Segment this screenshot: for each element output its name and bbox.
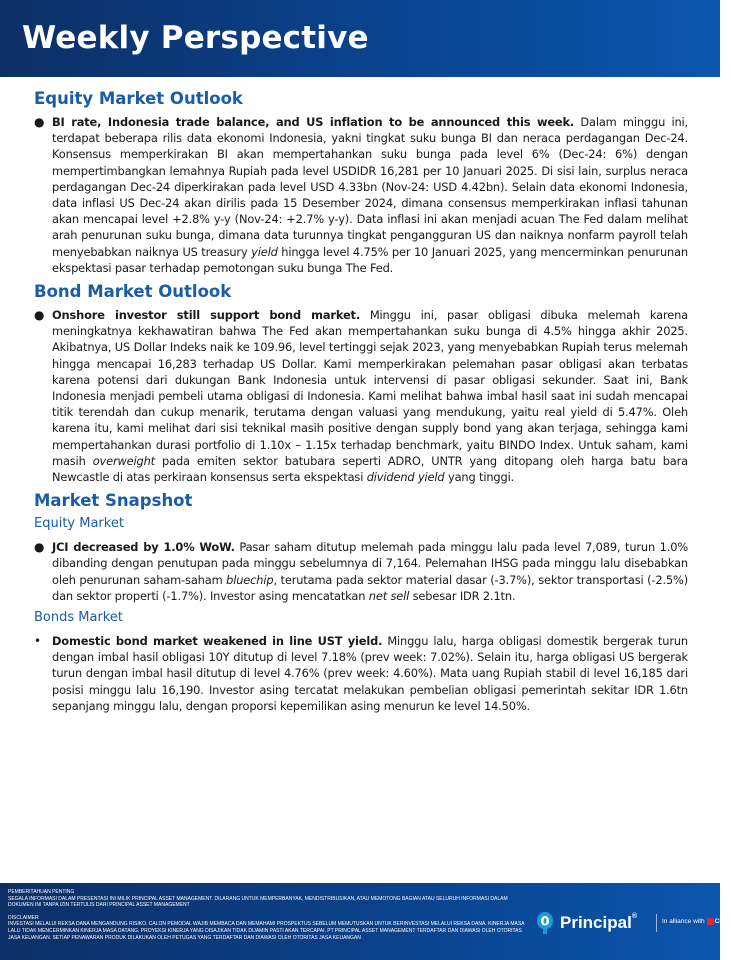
bullet-icon: ●	[34, 115, 45, 129]
lead-text: JCI decreased by 1.0% WoW.	[52, 540, 235, 555]
bullet-icon: ●	[34, 308, 45, 323]
lead-text: BI rate, Indonesia trade balance, and US inflation to be announced this week.	[52, 115, 575, 129]
disclaimer-block	[8, 889, 528, 947]
brand-logo	[534, 910, 731, 936]
body-text: , terutama pada sektor material dasar (-3.7%), sektor transportasi (-2.5%) dan sektor properti (-1.7%). Investor asing mencatatkan	[52, 572, 688, 603]
logo-text	[560, 913, 637, 933]
bond-outlook-section	[34, 282, 688, 485]
paragraph	[52, 539, 688, 604]
bullet-item	[34, 633, 688, 714]
disclaimer-text-block	[8, 915, 528, 941]
paragraph	[52, 633, 688, 714]
bullet-item	[34, 539, 688, 604]
principal-logo-icon	[534, 910, 556, 936]
paragraph	[52, 114, 688, 276]
body-text: yang tinggi.	[444, 470, 515, 485]
bullet-icon: •	[34, 634, 42, 649]
notice-text: SEGALA INFORMASI DALAM PRESENTASI INI MILIK PRINCIPAL ASSET MANAGEMENT. DILARANG UNTUK MEMPERBANYAK, MENDISTRIBUSIKAN, ATAU MEMOTONG BAGIAN ATAU SELURUH INFORMASI DALAM DOKUMEN INI TANPA IZIN TERTULIS DARI PRINCIPAL ASSET MANAGEMENT	[8, 895, 508, 909]
disclaimer-text: INVESTASI MELALUI REKSA DANA MENGANDUNG RISIKO. CALON PEMODAL WAJIB MEMBACA DAN MEMAHAMI PROSPEKTUS SEBELUM MEMUTUSKAN UNTUK BERINVESTASI MELALUI REKSA DANA. KINERJA MASA LALU TIDAK MENCERMINKAN KINERJA MASA DATANG. PROYEKSI KINERJA YANG DISAJIKAN TIDAK DIJAMIN PASTI AKAN TERCAPAI. PT PRINCIPAL ASSET MANAGEMENT TERDAFTAR DAN DIAWASI OLEH OTORITAS JASA KEUANGAN. SETIAP PENAWARAN PRODUK DILAKUKAN OLEH PETUGAS YANG TERDAFTAR DAN DIAWASI OLEH OTORITAS JASA KEUANGAN	[8, 921, 525, 941]
notice-title: PEMBERITAHUAN PENTING	[8, 889, 75, 895]
body-text: pada emiten sektor batubara seperti ADRO, UNTR yang ditopang oleh harga batu bara Newcastle di atas perkiraan konsensus serta ekspektasi	[52, 453, 688, 485]
alliance-text: In alliance with	[662, 918, 705, 926]
logo-wordmark: Principal	[560, 913, 632, 932]
cimb-logo-icon	[707, 918, 714, 925]
body-text: Dalam minggu ini, terdapat beberapa rilis data ekonomi Indonesia, yakni tingkat suku bunga BI dan neraca perdagangan Dec-24. Konsensus memperkirakan BI akan mempertahankan suku bunga pada level 6% (Dec-24: 6%) dengan mempertimbangkan lemahnya Rupiah pada level USDIDR 16,281 per 10 Januari 2025. Di sisi lain, surplus neraca perdagangan Dec-24 diperkirakan pada level USD 4.33bn (Nov-24: USD 4.42bn). Selain data ekonomi Indonesia, data inflasi US Dec-24 akan dirilis pada 15 Desember 2024, dimana consensus memperkirakan inflasi tahunan akan mencapai level +2.8% y-y (Nov-24: +2.7% y-y). Data inflasi ini akan menjadi acuan The Fed dalam melihat arah penurunan suku bunga, dimana data turunnya tingkat pengangguran US dan naiknya nonfarm payroll telah menyebabkan naiknya US treasury	[52, 115, 689, 259]
italic-text: bluechip	[226, 572, 274, 587]
logo-divider	[656, 914, 657, 932]
alliance-label	[662, 918, 731, 925]
subtitle-equity-market: Equity Market	[34, 516, 124, 532]
disclaimer-title: DISCLAIMER	[8, 914, 39, 921]
page-footer	[0, 883, 731, 960]
section-title-market-snapshot: Market Snapshot	[34, 491, 193, 511]
page-header	[0, 0, 720, 77]
lead-text: Onshore investor still support bond market.	[52, 308, 361, 323]
subtitle-bonds-market: Bonds Market	[34, 610, 123, 626]
lead-text: Domestic bond market weakened in line UST yield.	[52, 634, 383, 649]
equity-outlook-section	[34, 89, 688, 276]
registered-mark: ®	[631, 913, 637, 920]
section-title-bond-outlook: Bond Market Outlook	[34, 282, 232, 302]
paragraph	[52, 307, 688, 485]
bullet-item	[34, 114, 688, 276]
bullet-item	[34, 307, 688, 485]
bullet-icon: ●	[34, 540, 45, 555]
cimb-text: CIMB	[714, 918, 731, 926]
market-snapshot-section	[34, 491, 688, 714]
body-text: Pasar saham ditutup melemah pada minggu lalu pada level 7,089, turun 1.0% dibanding dengan penutupan pada minggu sebelumnya di 7,164. Pelemahan IHSG pada minggu lalu disebabkan oleh penurunan saham-saham	[52, 540, 689, 587]
italic-text: net sell	[368, 588, 410, 603]
italic-text: overweight	[92, 453, 155, 468]
notice-block	[8, 889, 528, 909]
main-content	[34, 89, 688, 720]
section-title-equity-outlook: Equity Market Outlook	[34, 89, 243, 108]
body-text: Minggu lalu, harga obligasi domestik bergerak turun dengan imbal hasil obligasi 10Y ditutup di level 7.18% (prev week: 7.02%). Selain itu, harga obligasi US bergerak turun dengan imbal hasil ditutup di level 4.76% (prev week: 4.60%). Mata uang Rupiah stabil di level 16,185 dari posisi minggu lalu 16,190. Investor asing tercatat melakukan pembelian obligasi pemerintah sekitar IDR 1.6tn sepanjang minggu lalu, dengan proporsi kepemilikan asing menurun ke level 14.50%.	[52, 634, 688, 713]
italic-text: yield	[251, 244, 278, 259]
italic-text: dividend yield	[366, 470, 445, 485]
body-text: Minggu ini, pasar obligasi dibuka melemah karena meningkatnya kekhawatiran bahwa The Fed akan mempertahankan suku bunga di 4.5% hingga akhir 2025. Akibatnya, US Dollar Indeks naik ke 109.96, level tertinggi sejak 2023, yang menyebabkan Rupiah terus melemah hingga mencapai 16,283 terhadap US Dollar. Kami memperkirakan pelemahan pasar obligasi akan terbatas karena potensi dari dukungan Bank Indonesia untuk intervensi di pasar obligasi sekunder. Saat ini, Bank Indonesia menjadi pembeli utama obligasi di Indonesia. Kami melihat bahwa imbal hasil saat ini sudah mencapai titik terendah dan cukup menarik, terutama dengan valuasi yang mendukung, yaitu real yield di 5.47%. Oleh karena itu, kami melihat dari sisi teknikal masih positive dengan supply bond yang akan terjaga, sehingga kami mempertahankan durasi portfolio di 1.10x – 1.15x terhadap benchmark, yaitu BINDO Index. Untuk saham, kami masih	[52, 308, 689, 468]
body-text: hingga level 4.75% per 10 Januari 2025, yang mencerminkan penurunan ekspektasi pasar terhadap pemotongan suku bunga The Fed.	[52, 244, 688, 275]
body-text: sebesar IDR 2.1tn.	[409, 588, 516, 603]
page-title: Weekly Perspective	[22, 20, 369, 56]
